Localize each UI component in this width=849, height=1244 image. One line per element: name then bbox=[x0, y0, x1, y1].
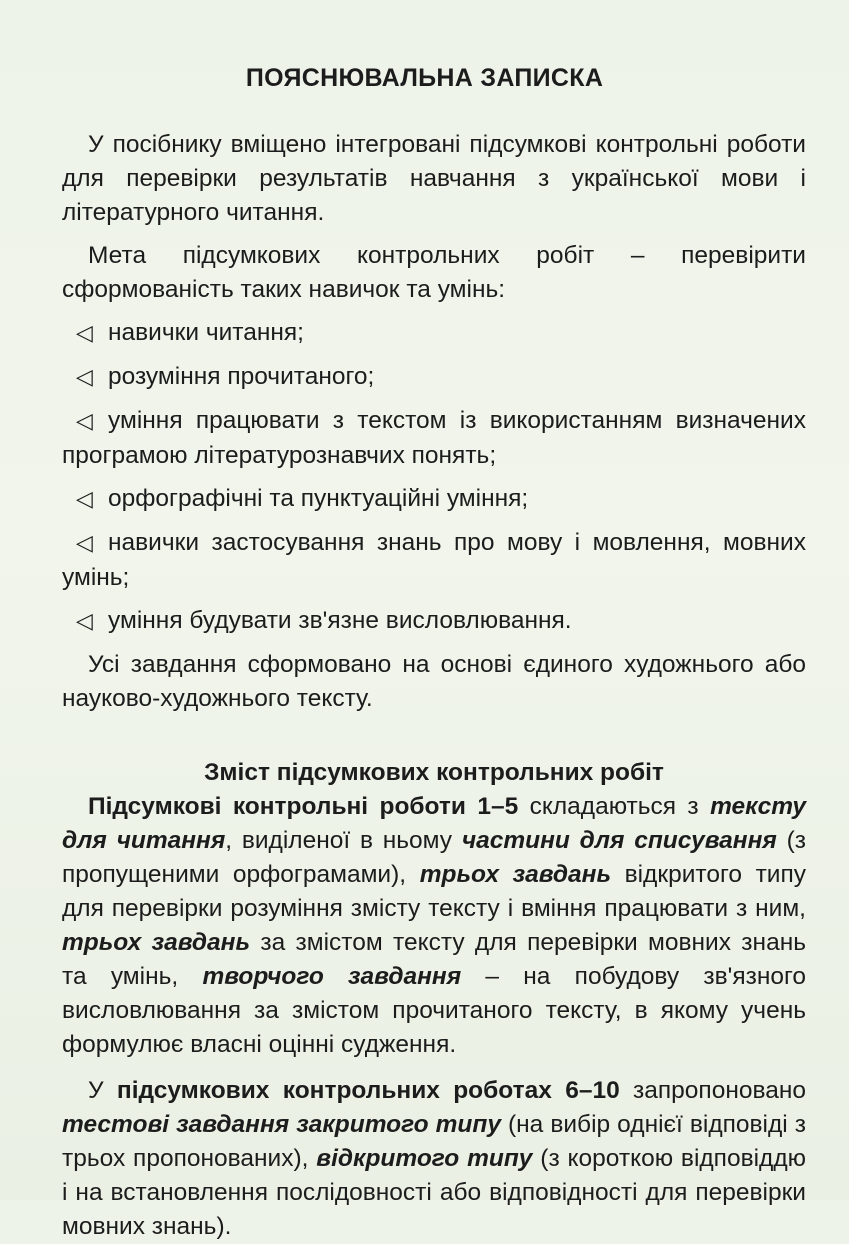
contents-paragraph-1: Підсумкові контрольні роботи 1–5 складаються з тексту для читання, виділеної в ньому частини для списування (з пропущеними орфограмами), трьох завдань відкритого типу для перевірки розуміння змісту тексту і вміння працювати з ним, трьох завдань за змістом тексту для перевірки мовних знань та умінь, творчого завдання – на побудову зв'язного висловлювання за змістом прочитаного тексту, в якому учень формулює власні оцінні судження. bbox=[62, 793, 807, 1058]
list-item-text: розуміння прочитаного; bbox=[108, 363, 375, 390]
triangle-left-icon: ◁ bbox=[76, 365, 93, 390]
page-title: ПОЯСНЮВАЛЬНА ЗАПИСКА bbox=[245, 64, 604, 92]
basis-paragraph: Усі завдання сформовано на основі єдиного художнього або науково-художнього тексту. bbox=[62, 651, 806, 712]
triangle-left-icon: ◁ bbox=[76, 531, 93, 556]
triangle-left-icon: ◁ bbox=[76, 321, 93, 346]
intro-paragraph: У посібнику вміщено інтегровані підсумкові контрольні роботи для перевірки результатів навчання з української мови і літературного читання. bbox=[62, 131, 806, 226]
triangle-left-icon: ◁ bbox=[76, 487, 93, 512]
list-item bbox=[62, 526, 806, 595]
list-item-text: навички застосування знань про мову і мовлення, мовних умінь; bbox=[62, 529, 806, 591]
document-body bbox=[62, 128, 806, 1244]
list-item-text: уміння будувати зв'язне висловлювання. bbox=[108, 607, 572, 634]
list-item bbox=[62, 404, 806, 473]
list-item bbox=[62, 604, 806, 639]
section-title: Зміст підсумкових контрольних робіт bbox=[204, 759, 664, 786]
contents-paragraph-2: У підсумкових контрольних роботах 6–10 запропоновано тестові завдання закритого типу (на вибір однієї відповіді з трьох пропонованих), відкритого типу (з короткою відповіддю і на встановлення послідовності або відповідності для перевірки мовних знань). bbox=[62, 1077, 806, 1240]
list-item bbox=[62, 482, 806, 517]
list-item-text: орфографічні та пунктуаційні уміння; bbox=[108, 485, 529, 512]
list-item-text: уміння працювати з текстом із використанням визначених програмою літературознавчих понять; bbox=[62, 407, 806, 469]
list-item bbox=[62, 360, 806, 395]
triangle-left-icon: ◁ bbox=[76, 609, 93, 634]
list-item-text: навички читання; bbox=[108, 319, 304, 346]
list-item bbox=[62, 316, 806, 351]
triangle-left-icon: ◁ bbox=[76, 409, 93, 434]
goal-paragraph: Мета підсумкових контрольних робіт – перевірити сформованість таких навичок та умінь: bbox=[62, 242, 806, 303]
